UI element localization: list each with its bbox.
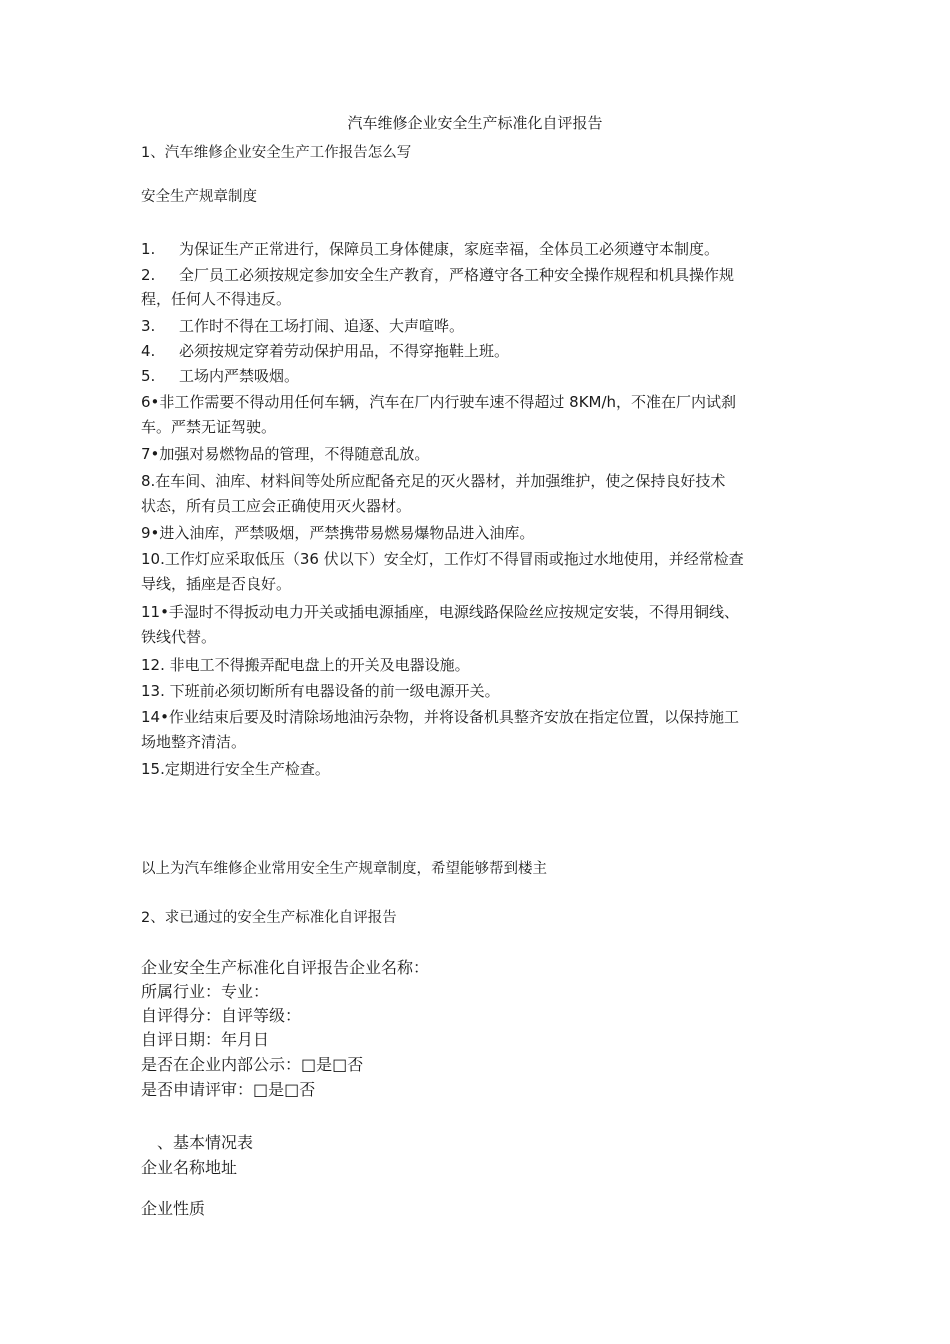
rule-text: 必须按规定穿着劳动保护用品，不得穿拖鞋上班。 <box>179 342 510 360</box>
rule-line: 12. 非电工不得搬弄配电盘上的开关及电器设施。 <box>141 656 470 674</box>
rule-line: 状态，所有员工应会正确使用灭火器材。 <box>141 497 412 515</box>
rule-line: 10.工作灯应采取低压（36 伏以下）安全灯，工作灯不得冒雨或拖过水地使用，并经常检查 <box>141 550 744 568</box>
rule-line: 9•进入油库，严禁吸烟，严禁携带易燃易爆物品进入油库。 <box>141 524 535 542</box>
form-line: 所属行业：专业： <box>141 982 270 1001</box>
rule-item <box>141 338 821 364</box>
company-name-address: 企业名称地址 <box>141 1158 238 1177</box>
rule-line: 铁线代替。 <box>141 628 217 646</box>
section1-heading: 1、汽车维修企业安全生产工作报告怎么写 <box>141 145 412 161</box>
rule-text: 为保证生产正常进行，保障员工身体健康，家庭幸福，全体员工必须遵守本制度。 <box>179 240 720 258</box>
rule-line: 14•作业结束后要及时清除场地油污杂物，并将设备机具整齐安放在指定位置，以保持施工 <box>141 708 739 726</box>
rule-line: 13. 下班前必须切断所有电器设备的前一级电源开关。 <box>141 682 500 700</box>
rule-text: 工场内严禁吸烟。 <box>179 367 300 385</box>
rule-item <box>141 262 821 288</box>
rule-number: 4. <box>141 342 156 360</box>
rule-text: 全厂员工必须按规定参加安全生产教育，严格遵守各工种安全操作规程和机具操作规 <box>179 266 735 284</box>
form-line: 自评日期：年月日 <box>141 1030 270 1049</box>
rule-text-continuation: 程，任何人不得违反。 <box>141 290 292 308</box>
rule-line: 车。严禁无证驾驶。 <box>141 418 277 436</box>
rule-number: 1. <box>141 240 156 258</box>
rules-heading: 安全生产规章制度 <box>141 189 257 205</box>
rule-item <box>141 363 821 389</box>
rule-item <box>141 313 821 339</box>
form-line: 是否申请评审：□是□否 <box>141 1080 316 1099</box>
closing-text: 以上为汽车维修企业常用安全生产规章制度，希望能够帮到楼主 <box>141 861 547 877</box>
rule-line: 6•非工作需要不得动用任何车辆，汽车在厂内行驶车速不得超过 8KM/h，不准在厂内试刹 <box>141 393 737 411</box>
rule-number: 3. <box>141 317 156 335</box>
rule-line: 15.定期进行安全生产检查。 <box>141 760 330 778</box>
section2-heading: 2、求已通过的安全生产标准化自评报告 <box>141 910 397 926</box>
rule-line: 7•加强对易燃物品的管理，不得随意乱放。 <box>141 445 430 463</box>
rule-text: 工作时不得在工场打闹、追逐、大声喧哗。 <box>179 317 465 335</box>
rule-number: 2. <box>141 266 156 284</box>
rule-item <box>141 236 821 262</box>
rule-line: 场地整齐清洁。 <box>141 733 247 751</box>
form-line: 自评得分：自评等级： <box>141 1006 302 1025</box>
rule-line: 11•手湿时不得扳动电力开关或插电源插座，电源线路保险丝应按规定安装，不得用铜线、 <box>141 603 739 621</box>
company-nature: 企业性质 <box>141 1199 206 1218</box>
rule-line: 8.在车间、油库、材料间等处所应配备充足的灭火器材，并加强维护，使之保持良好技术 <box>141 472 726 490</box>
form-line: 是否在企业内部公示：□是□否 <box>141 1055 364 1074</box>
document-title: 汽车维修企业安全生产标准化自评报告 <box>347 114 603 132</box>
rule-line: 导线，插座是否良好。 <box>141 575 292 593</box>
form-line: 企业安全生产标准化自评报告企业名称： <box>141 958 430 977</box>
basic-table-heading: 、基本情况表 <box>157 1133 254 1152</box>
rule-number: 5. <box>141 367 156 385</box>
